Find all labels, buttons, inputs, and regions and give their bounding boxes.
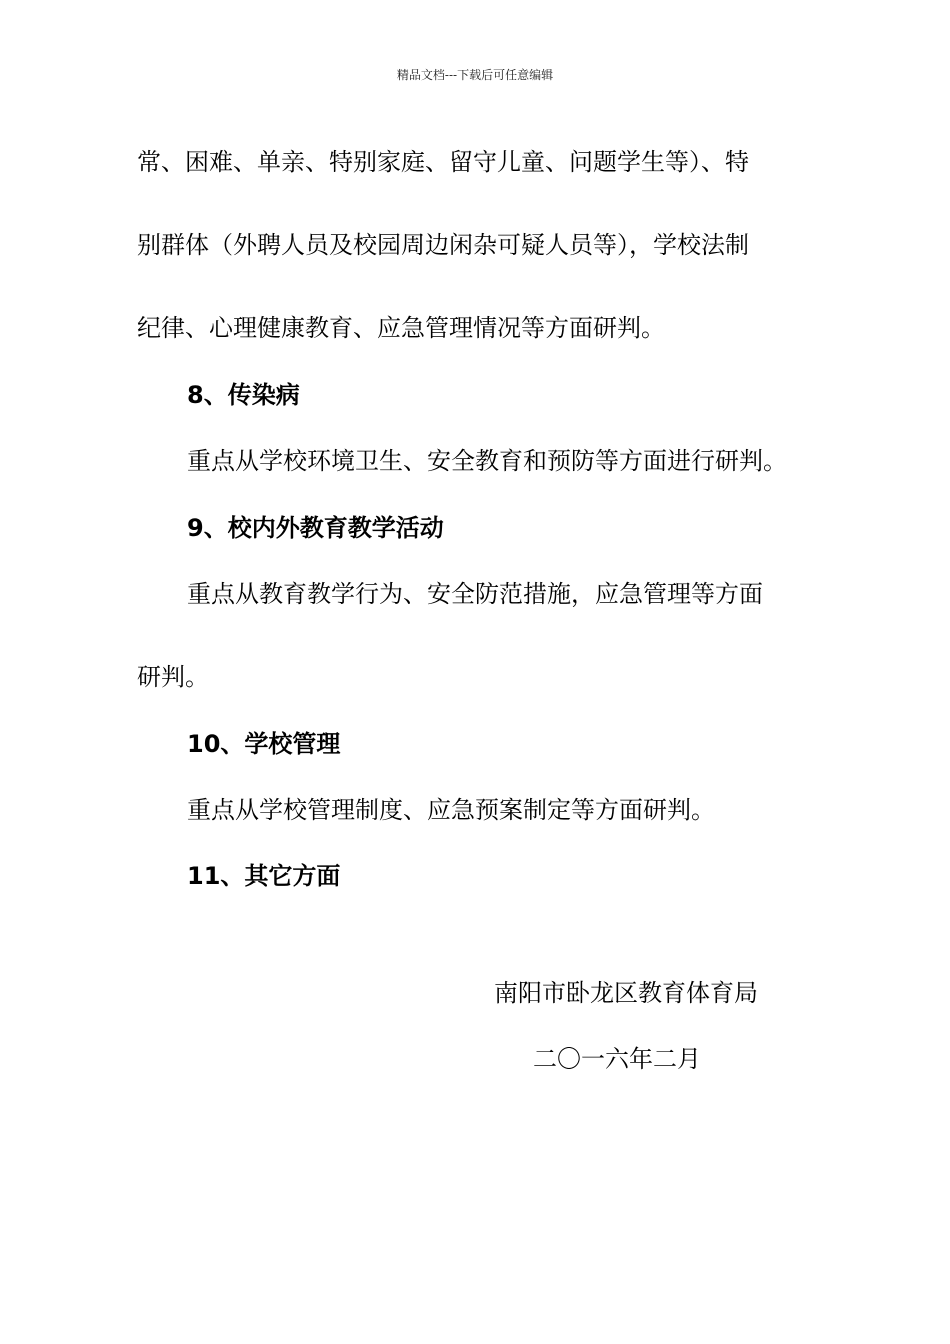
section-body-9-cont: 研判。 [137,663,209,691]
section-body-9: 重点从教育教学行为、安全防范措施，应急管理等方面 [187,580,763,608]
section-heading-8: 8、传染病 [187,381,300,409]
section-heading-11: 11、其它方面 [187,862,341,890]
body-line: 纪律、心理健康教育、应急管理情况等方面研判。 [137,314,665,342]
section-heading-10: 10、学校管理 [187,730,341,758]
body-line: 常、困难、单亲、特别家庭、留守儿童、问题学生等）、特 [137,148,749,176]
signature-org: 南阳市卧龙区教育体育局 [494,979,758,1007]
body-line: 别群体（外聘人员及校园周边闲杂可疑人员等），学校法制 [137,231,749,259]
page-header: 精品文档---下载后可任意编辑 [396,68,554,82]
section-body-8: 重点从学校环境卫生、安全教育和预防等方面进行研判。 [187,447,787,475]
section-heading-9: 9、校内外教育教学活动 [187,514,444,542]
signature-date: 二〇一六年二月 [533,1045,701,1073]
section-body-10: 重点从学校管理制度、应急预案制定等方面研判。 [187,796,715,824]
